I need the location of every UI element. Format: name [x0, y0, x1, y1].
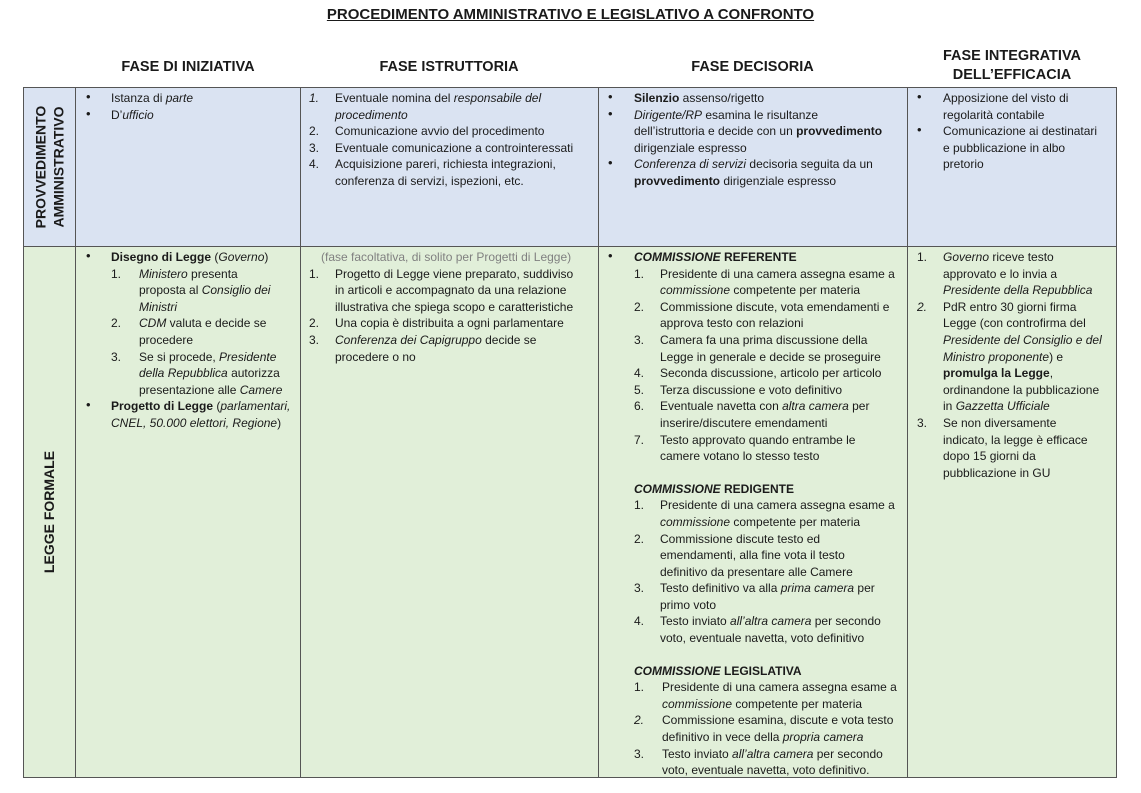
list-item: 4. Seconda discussione, articolo per articolo	[634, 366, 882, 381]
cell-legge-istruttoria	[309, 249, 596, 365]
list-item: • Apposizione del visto di regolarità contabile	[917, 89, 1069, 122]
list-item: 3. Testo definitivo va alla prima camera per primo voto	[634, 581, 875, 612]
cell-amm-iniziativa	[86, 90, 298, 123]
grid-vline-1	[75, 87, 76, 778]
list-item: 2. Una copia è distribuita a ogni parlamentare	[309, 316, 564, 331]
list-item: 3. Se non diversamente indicato, la legge è efficace dopo 15 giorni da pubblicazione in GU	[917, 415, 1088, 480]
row-header-amministrativo-line1: PROVVEDIMENTO	[32, 105, 49, 229]
header-integrativa	[907, 47, 1117, 85]
list-item: 2. Commissione discute, vota emendamenti e approva testo con relazioni	[634, 299, 890, 331]
list-item: • Disegno di Legge (Governo) 1. Ministero presenta proposta al Consiglio dei Ministri 2. CDM valuta e decide se procedere 3. Se si procede, Presidente della Repubblica autorizza presentazione alle Camere	[86, 249, 298, 398]
page-title: PROCEDIMENTO AMMINISTRATIVO E LEGISLATIVO A CONFRONTO	[326, 6, 815, 23]
bullet-icon: •	[917, 89, 922, 104]
list-item: 4. Testo inviato all’altra camera per secondo voto, eventuale navetta, voto definitivo	[634, 614, 881, 646]
list-item: 2. Comunicazione avvio del procedimento	[309, 124, 545, 139]
grid-vline-4	[907, 87, 908, 778]
list-item: 1. Eventuale nomina del responsabile del procedimento	[309, 91, 542, 122]
bullet-icon: •	[86, 89, 91, 104]
grid-bottom-line	[23, 777, 1117, 778]
list-item: • Conferenza di servizi decisoria seguita da un provvedimento dirigenziale espresso	[608, 155, 873, 188]
list-item: 2. Commissione esamina, discute e vota testo definitivo in vece della propria camera	[634, 713, 894, 745]
list-item: 6. Eventuale navetta con altra camera per inserire/discutere emendamenti	[634, 399, 870, 430]
header-iniziativa: FASE DI INIZIATIVA	[121, 59, 255, 75]
commissione-legislativa: COMMISSIONE LEGISLATIVA 1. Presidente di una camera assegna esame a commissione competente per materia 2. Commissione esamina, discute e vota testo definitivo in vece della propria camera 3. Testo inviato all’altra camera per secondo voto, eventuale navetta, voto definitivo.	[608, 663, 905, 779]
list-item: 3. Testo inviato all’altra camera per secondo voto, eventuale navetta, voto definitivo.	[634, 746, 883, 778]
list-item: • Silenzio assenso/rigetto	[608, 89, 765, 105]
commissione-referente: • COMMISSIONE REFERENTE 1. Presidente di una camera assegna esame a commissione competente per materia 2. Commissione discute, vota emendamenti e approva testo con relazioni 3. Camera fa una prima discussione della Legge in generale e decide se proseguire 4. Seconda discussione, articolo per articolo 5. Terza discussione e voto definitivo 6. Eventuale navetta con altra camera per inserire/discutere emendamenti 7. Testo approvato quando entrambe le camere votano lo stesso testo	[608, 249, 905, 465]
list-item: • D’ufficio	[86, 105, 154, 122]
list-item: • Istanza di parte	[86, 89, 194, 105]
list-item: 3. Se si procede, Presidente della Repubblica autorizza presentazione alle Camere	[111, 349, 283, 397]
list-item: 1. Governo riceve testo approvato e lo invia a Presidente della Repubblica	[917, 250, 1093, 298]
bullet-icon: •	[608, 105, 613, 121]
bullet-icon: •	[608, 248, 613, 263]
list-item: 2. Commissione discute testo ed emendamenti, alla fine vota il testo definitivo da presentare alle Camere	[634, 531, 853, 579]
cell-legge-iniziativa	[86, 249, 298, 432]
commissione-redigente: COMMISSIONE REDIGENTE 1. Presidente di una camera assegna esame a commissione competente per materia 2. Commissione discute testo ed emendamenti, alla fine vota il testo definitivo da presentare alle Camere 3. Testo definitivo va alla prima camera per primo voto 4. Testo inviato all’altra camera per secondo voto, eventuale navetta, voto definitivo	[608, 481, 905, 647]
cell-amm-istruttoria	[309, 90, 596, 190]
cell-legge-decisoria	[608, 249, 905, 779]
list-item: 2. PdR entro 30 giorni firma Legge (con controfirma del Presidente del Consiglio e del Ministro proponente) e promulga la Legge, ordinandone la pubblicazione in Gazzetta Ufficiale	[917, 299, 1102, 414]
list-item: 2. CDM valuta e decide se procedere	[111, 316, 267, 347]
list-item: 1. Presidente di una camera assegna esame a commissione competente per materia	[634, 266, 895, 298]
list-item: 1. Presidente di una camera assegna esame a commissione competente per materia	[634, 498, 895, 529]
list-item: • Progetto di Legge (parlamentari, CNEL, 50.000 elettori, Regione)	[86, 397, 291, 430]
grid-vline-3	[598, 87, 599, 778]
list-item: 3. Eventuale comunicazione a controinteressati	[309, 140, 574, 155]
header-istruttoria: FASE ISTRUTTORIA	[379, 59, 519, 75]
list-item: 3. Camera fa una prima discussione della Legge in generale e decide se proseguire	[634, 332, 881, 364]
list-item: 4. Acquisizione pareri, richiesta integrazioni, conferenza di servizi, ispezioni, etc.	[309, 157, 556, 188]
cell-amm-decisoria	[608, 90, 905, 190]
cell-amm-integrativa	[917, 90, 1115, 173]
header-decisoria: FASE DECISORIA	[691, 59, 814, 75]
list-item: • Dirigente/RP esamina le risultanze dell’istruttoria e decide con un provvedimento dirigenziale espresso	[608, 105, 883, 155]
list-item: • Comunicazione ai destinatari e pubblicazione in albo pretorio	[917, 122, 1098, 172]
list-item: 1. Progetto di Legge viene preparato, suddiviso in articoli e accompagnato da una relazione illustrativa che spiega scopo e caratteristiche	[309, 266, 574, 314]
note-facoltativa: (fase facoltativa, di solito per Progetti di Legge)	[321, 250, 572, 264]
cell-legge-integrativa	[917, 249, 1115, 481]
grid-vline-5	[1116, 87, 1117, 778]
header-integrativa-line2: DELL’EFFICACIA	[952, 67, 1072, 83]
row-header-amministrativo	[24, 88, 75, 246]
bullet-icon: •	[86, 397, 91, 413]
list-item: 1. Ministero presenta proposta al Consiglio dei Ministri	[111, 266, 271, 314]
row-header-legge	[24, 247, 75, 777]
bullet-icon: •	[608, 89, 613, 104]
grid-middle-line	[23, 246, 1117, 247]
header-integrativa-line1: FASE INTEGRATIVA	[942, 48, 1082, 64]
list-item: 7. Testo approvato quando entrambe le camere votano lo stesso testo	[634, 432, 856, 464]
list-item: 5. Terza discussione e voto definitivo	[634, 382, 843, 397]
list-item: 3. Conferenza dei Capigruppo decide se procedere o no	[309, 332, 537, 364]
grid-vline-2	[300, 87, 301, 778]
bullet-icon: •	[608, 155, 613, 171]
row-header-legge-label: LEGGE FORMALE	[41, 450, 58, 574]
bullet-icon: •	[86, 248, 91, 263]
bullet-icon: •	[917, 122, 922, 138]
row-header-amministrativo-line2: AMMINISTRATIVO	[50, 106, 67, 228]
list-item: 1. Presidente di una camera assegna esame a commissione competente per materia	[634, 680, 897, 711]
bullet-icon: •	[86, 105, 91, 121]
grid-top-line	[23, 87, 1117, 88]
